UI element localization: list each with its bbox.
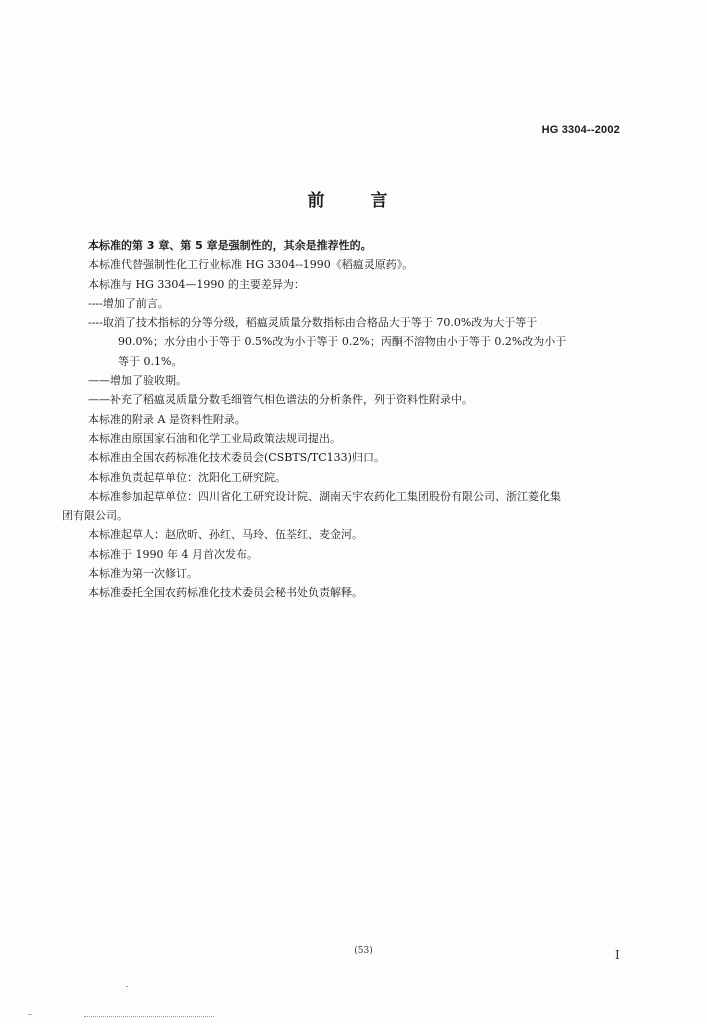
standard-code: HG 3304--2002 (541, 124, 620, 136)
page-title: 前言 (307, 191, 434, 211)
page-number: (53) (354, 946, 373, 956)
paragraph-participating-units-line-1: 本标准参加起草单位：四川省化工研究设计院、湖南天宇农药化工集团股份有限公司、浙江菱化集 (88, 489, 561, 503)
list-item-added-foreword: ----增加了前言。 (88, 296, 169, 310)
paragraph-participating-units-line-2: 团有限公司。 (62, 509, 128, 523)
paragraph-main-differences: 本标准与 HG 3304—1990 的主要差异为： (88, 277, 305, 291)
list-item-supplemented-analysis: ——补充了稻瘟灵质量分数毛细管气相色谱法的分析条件，列于资料性附录中。 (88, 393, 473, 407)
list-item-removed-grading-line-2: 90.0%；水分由小于等于 0.5%改为小于等于 0.2%；丙酮不溶物由小于等于 0.2%改为小于 (118, 335, 567, 349)
list-item-removed-grading (62, 313, 627, 371)
scan-artifact (28, 1014, 32, 1015)
paragraph-participating-units (62, 487, 627, 526)
scan-artifact (126, 986, 128, 987)
scan-artifact-dotted-line (84, 1016, 214, 1017)
list-item-added-acceptance-period: ——增加了验收期。 (88, 374, 187, 388)
corner-mark: I (615, 948, 620, 962)
list-item-removed-grading-line-1: ----取消了技术指标的分等分级，稻瘟灵质量分数指标由合格品大于等于 70.0%改为大于等于 (88, 316, 538, 330)
paragraph-proposed-by: 本标准由原国家石油和化学工业局政策法规司提出。 (88, 431, 341, 445)
list-item-removed-grading-line-3: 等于 0.1%。 (118, 354, 183, 368)
paragraph-drafters: 本标准起草人：赵欣昕、孙红、马玲、伍荃红、麦金河。 (88, 528, 363, 542)
paragraph-first-issued: 本标准于 1990 年 4 月首次发布。 (88, 547, 258, 561)
paragraph-mandatory-chapters: 本标准的第 3 章、第 5 章是强制性的，其余是推荐性的。 (88, 239, 372, 252)
foreword-body (62, 236, 627, 603)
paragraph-appendix-a: 本标准的附录 A 是资料性附录。 (88, 412, 246, 426)
paragraph-first-revision: 本标准为第一次修订。 (88, 567, 198, 581)
paragraph-replaces-standard: 本标准代替强制性化工行业标准 HG 3304--1990《稻瘟灵原药》。 (88, 258, 414, 272)
paragraph-drafting-unit: 本标准负责起草单位：沈阳化工研究院。 (88, 470, 286, 484)
paragraph-interpretation: 本标准委托全国农药标准化技术委员会秘书处负责解释。 (88, 586, 363, 600)
paragraph-centralized-by: 本标准由全国农药标准化技术委员会(CSBTS/TC133)归口。 (88, 451, 385, 465)
